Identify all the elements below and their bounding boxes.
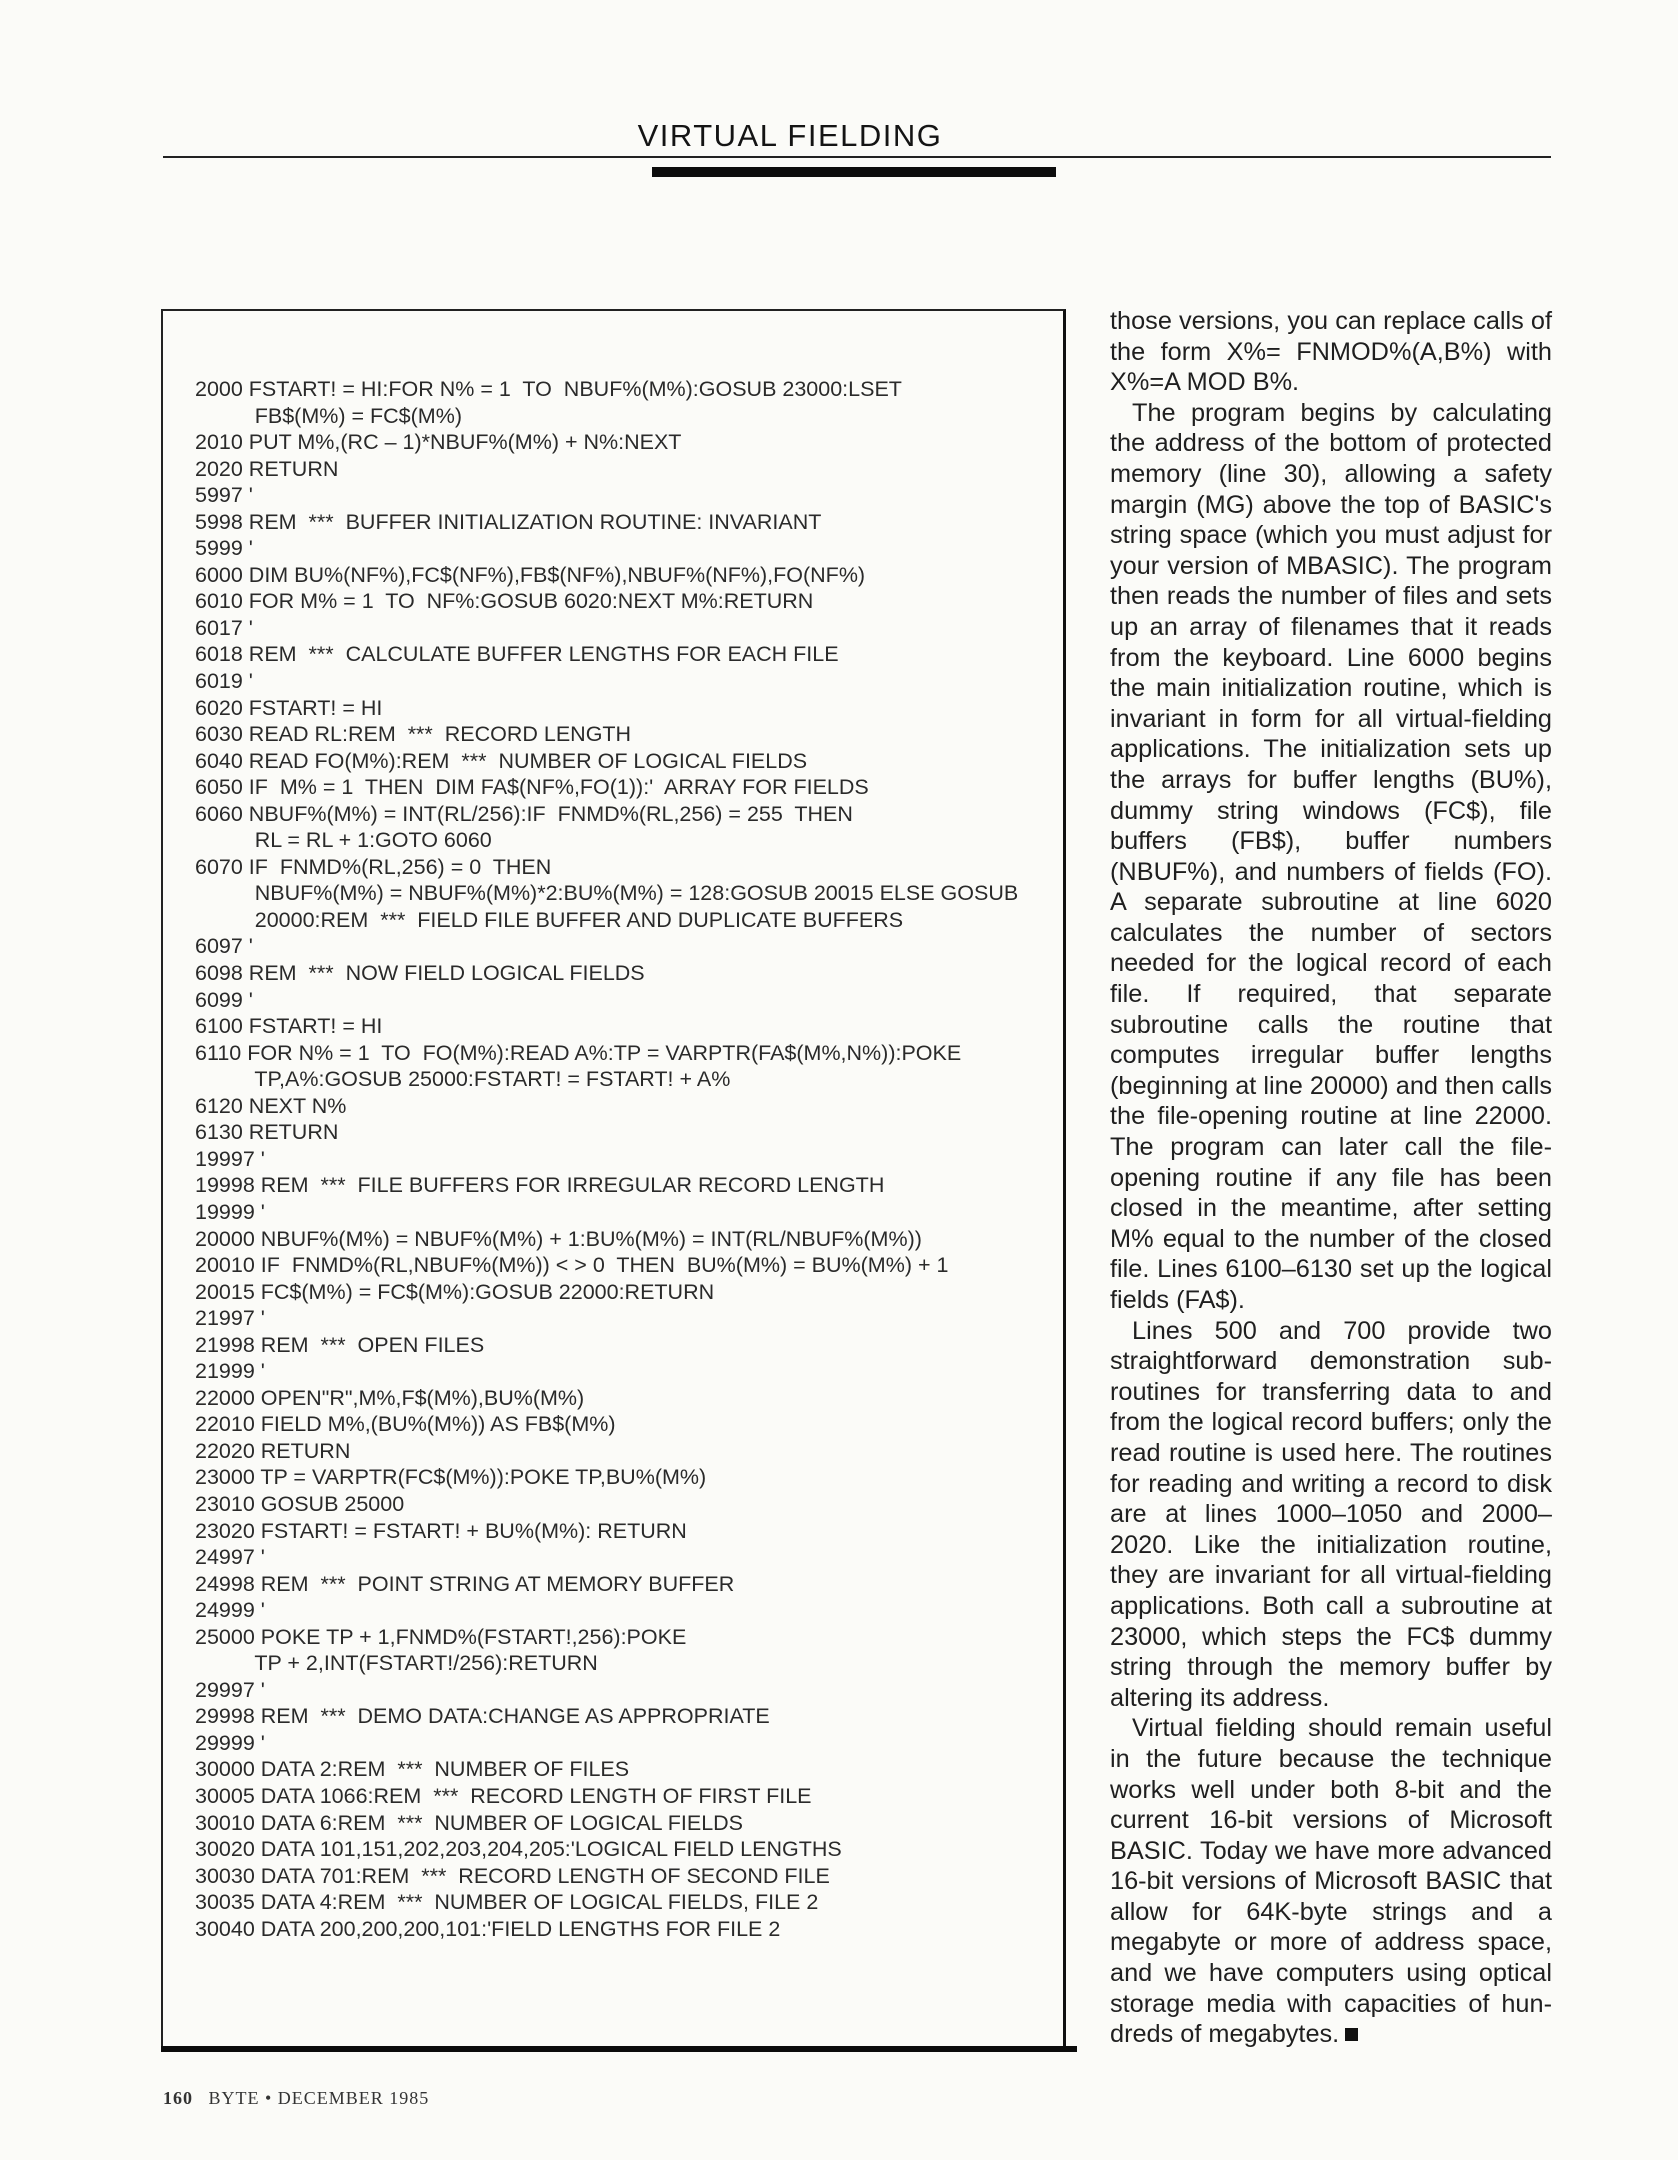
code-line: 19998 REM *** FILE BUFFERS FOR IRREGULAR RECORD LENGTH [195, 1173, 885, 1198]
code-line: 19999 ' [195, 1199, 265, 1224]
code-line: 20010 IF FNMD%(RL,NBUF%(M%)) < > 0 THEN BU%(M%) = BU%(M%) + 1 [195, 1253, 949, 1278]
code-line: 21997 ' [195, 1306, 265, 1331]
code-line: 6020 FSTART! = HI [195, 695, 383, 720]
code-line: 2010 PUT M%,(RC – 1)*NBUF%(M%) + N%:NEXT [195, 430, 682, 455]
code-line: 6120 NEXT N% [195, 1093, 347, 1118]
code-line: 24998 REM *** POINT STRING AT MEMORY BUFFER [195, 1571, 735, 1596]
header-bar [652, 167, 1056, 177]
page-number: 160 [163, 2088, 193, 2108]
header-rule [163, 156, 1551, 158]
paragraph-text: The program begins by calculating the address of the bottom of protected memory (line 30), allowing a safety margin (MG) above the top of BASIC's string space (which you must adjust for your version of MBASIC). The program then reads the number of files and sets up an array of filenames that it reads from the keyboard. Line 6000 begins the main initialization routine, which is invariant in form for all virtual-fielding applications. The initialization sets up the arrays for buffer lengths (BU%), dummy string windows (FC$), file buffers (FB$), buffer numbers (NBUF%), and numbers of fields (FO). A separate subroutine at line 6020 calculates the number of sectors needed for the logical record of each file. If required, that separate subroutine calls the routine that computes irregular buffer lengths (beginning at line 20000) and then calls the file-opening routine at line 22000. The program can later call the file-opening routine if any file has been closed in the meantime, after setting M% equal to the number of the closed file. Lines 6100–6130 set up the logical fields (FA$). [1110, 398, 1552, 1314]
article-paragraph [1110, 1713, 1552, 2050]
code-line: 30035 DATA 4:REM *** NUMBER OF LOGICAL FIELDS, FILE 2 [195, 1890, 819, 1915]
code-line: 5999 ' [195, 536, 253, 561]
article-column [1110, 306, 1552, 2050]
code-line: 6000 DIM BU%(NF%),FC$(NF%),FB$(NF%),NBUF%(NF%),FO(NF%) [195, 562, 866, 587]
code-line: 29998 REM *** DEMO DATA:CHANGE AS APPROPRIATE [195, 1704, 770, 1729]
code-line: 6110 FOR N% = 1 TO FO(M%):READ A%:TP = VARPTR(FA$(M%,N%)):POKE [195, 1040, 962, 1065]
code-line: RL = RL + 1:GOTO 6060 [195, 828, 492, 853]
code-line: 24999 ' [195, 1598, 265, 1623]
code-line: 2020 RETURN [195, 456, 339, 481]
article-paragraph [1110, 306, 1552, 398]
code-line: 6018 REM *** CALCULATE BUFFER LENGTHS FOR EACH FILE [195, 642, 839, 667]
code-line: 6010 FOR M% = 1 TO NF%:GOSUB 6020:NEXT M%:RETURN [195, 589, 814, 614]
code-line: 29999 ' [195, 1730, 265, 1755]
code-line: 6019 ' [195, 669, 253, 694]
code-line: 6040 READ FO(M%):REM *** NUMBER OF LOGICAL FIELDS [195, 748, 808, 773]
code-line: 6070 IF FNMD%(RL,256) = 0 THEN [195, 854, 552, 879]
footer-text: BYTE • DECEMBER 1985 [208, 2088, 430, 2108]
code-listing [195, 376, 1065, 1942]
code-line: 6060 NBUF%(M%) = INT(RL/256):IF FNMD%(RL,256) = 255 THEN [195, 801, 853, 826]
code-line: 20000:REM *** FIELD FILE BUFFER AND DUPLICATE BUFFERS [195, 907, 904, 932]
page-footer [163, 2088, 429, 2109]
code-line: 30005 DATA 1066:REM *** RECORD LENGTH OF FIRST FILE [195, 1783, 812, 1808]
code-line: 5998 REM *** BUFFER INITIALIZATION ROUTINE: INVARIANT [195, 509, 822, 534]
code-line: 21999 ' [195, 1359, 265, 1384]
running-header-title: VIRTUAL FIELDING [637, 118, 943, 153]
end-of-article-icon [1345, 2028, 1358, 2041]
code-line: 6017 ' [195, 615, 253, 640]
paragraph-text: those versions, you can replace calls of the form X%= FNMOD%(A,B%) with X%=A MOD B%. [1110, 307, 1552, 397]
code-line: 6100 FSTART! = HI [195, 1014, 383, 1039]
code-line: 6130 RETURN [195, 1120, 339, 1145]
code-line: 6050 IF M% = 1 THEN DIM FA$(NF%,FO(1)):' ARRAY FOR FIELDS [195, 775, 869, 800]
code-line: 2000 FSTART! = HI:FOR N% = 1 TO NBUF%(M%):GOSUB 23000:LSET [195, 377, 902, 401]
code-line: 29997 ' [195, 1677, 265, 1702]
code-line: 20015 FC$(M%) = FC$(M%):GOSUB 22000:RETURN [195, 1279, 715, 1304]
code-line: 30040 DATA 200,200,200,101:'FIELD LENGTHS FOR FILE 2 [195, 1916, 781, 1941]
code-line: 22000 OPEN"R",M%,F$(M%),BU%(M%) [195, 1385, 585, 1410]
article-paragraph [1110, 398, 1552, 1316]
code-line: 22010 FIELD M%,(BU%(M%)) AS FB$(M%) [195, 1412, 616, 1437]
code-line: 30020 DATA 101,151,202,203,204,205:'LOGICAL FIELD LENGTHS [195, 1837, 842, 1862]
code-line: 20000 NBUF%(M%) = NBUF%(M%) + 1:BU%(M%) = INT(RL/NBUF%(M%)) [195, 1226, 922, 1251]
code-line: 6098 REM *** NOW FIELD LOGICAL FIELDS [195, 961, 645, 986]
code-line: 5997 ' [195, 483, 253, 508]
code-line: TP + 2,INT(FSTART!/256):RETURN [195, 1651, 598, 1676]
code-line: 22020 RETURN [195, 1438, 351, 1463]
code-line: 30030 DATA 701:REM *** RECORD LENGTH OF SECOND FILE [195, 1863, 830, 1888]
code-line: 23020 FSTART! = FSTART! + BU%(M%): RETURN [195, 1518, 687, 1543]
code-line: 30000 DATA 2:REM *** NUMBER OF FILES [195, 1757, 630, 1782]
code-line: 23010 GOSUB 25000 [195, 1491, 405, 1516]
code-line: NBUF%(M%) = NBUF%(M%)*2:BU%(M%) = 128:GOSUB 20015 ELSE GOSUB [195, 881, 1019, 906]
paragraph-text: Virtual fielding should remain useful in the future because the technique works well under both 8-bit and the current 16-bit versions of Microsoft BASIC. Today we have more advanced 16-bit versions of Microsoft BASIC that allow for 64K-byte strings and a megabyte or more of address space, and we have computers using optical storage media with capacities of hundreds of megabytes. [1110, 1714, 1552, 2049]
code-line: 24997 ' [195, 1545, 265, 1570]
code-line: FB$(M%) = FC$(M%) [195, 403, 462, 428]
listing-bottom-rule [161, 2046, 1077, 2052]
code-line: 23000 TP = VARPTR(FC$(M%)):POKE TP,BU%(M%) [195, 1465, 707, 1490]
paragraph-text: Lines 500 and 700 provide two straightforward demonstration subroutines for transferring data to and from the logical record buffers; only the read routine is used here. The routines for reading and writing a record to disk are at lines 1000–1050 and 2000–2020. Like the initialization routine, they are invariant for all virtual-fielding applications. Both call a subroutine at 23000, which steps the FC$ dummy string through the memory buffer by altering its address. [1110, 1316, 1552, 1712]
code-line: 19997 ' [195, 1146, 265, 1171]
code-line: TP,A%:GOSUB 25000:FSTART! = FSTART! + A% [195, 1067, 731, 1092]
code-line: 6097 ' [195, 934, 253, 959]
code-line: 6030 READ RL:REM *** RECORD LENGTH [195, 722, 632, 747]
code-line: 6099 ' [195, 987, 253, 1012]
code-line: 21998 REM *** OPEN FILES [195, 1332, 485, 1357]
code-line: 30010 DATA 6:REM *** NUMBER OF LOGICAL FIELDS [195, 1810, 744, 1835]
code-line: 25000 POKE TP + 1,FNMD%(FSTART!,256):POKE [195, 1624, 687, 1649]
article-paragraph [1110, 1316, 1552, 1714]
